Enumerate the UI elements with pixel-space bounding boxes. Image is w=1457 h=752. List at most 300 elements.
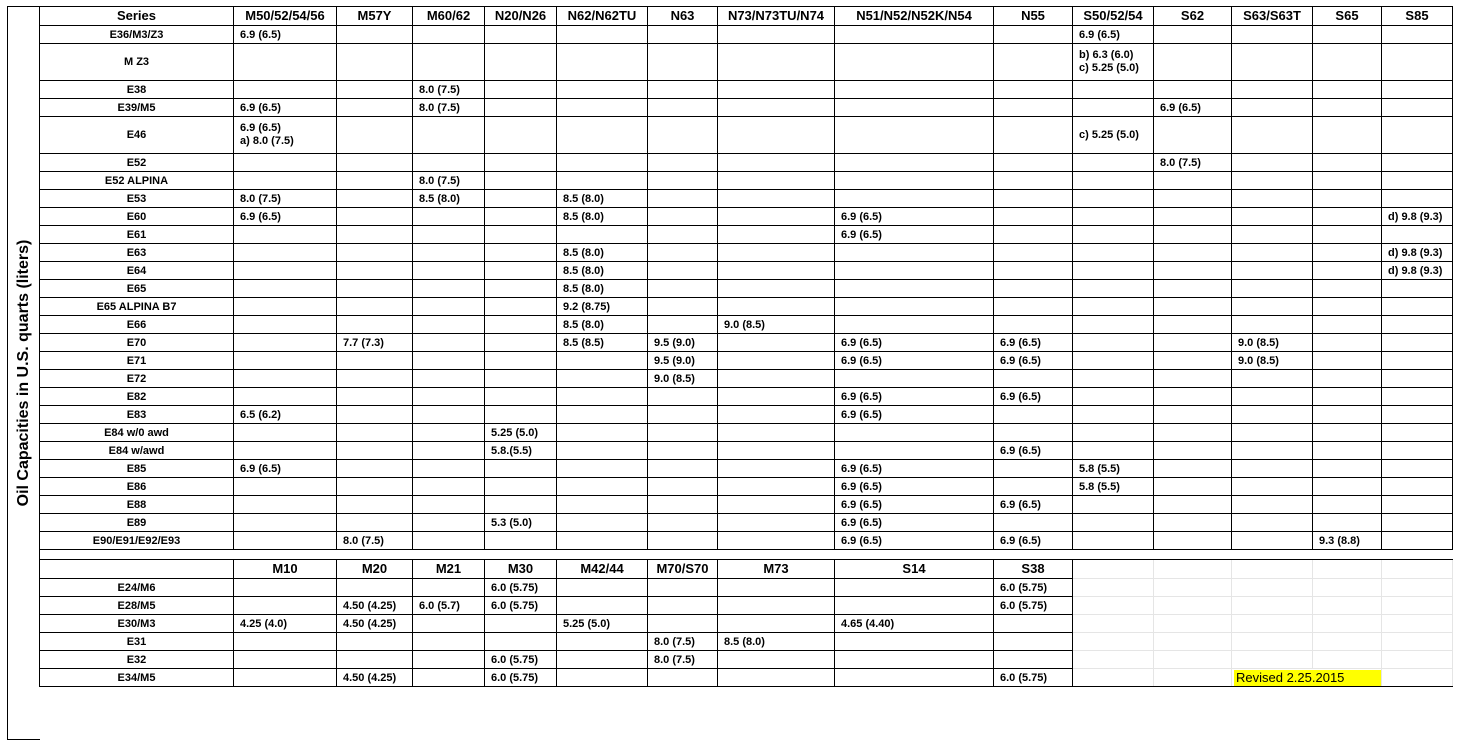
capacity-cell: 6.9 (6.5) (994, 388, 1073, 406)
capacity-cell (413, 615, 485, 633)
column-header: N73/N73TU/N74 (718, 7, 835, 26)
capacity-cell (1313, 298, 1382, 316)
capacity-cell (1154, 388, 1232, 406)
series-cell: E53 (40, 190, 234, 208)
empty-cell (1154, 633, 1232, 651)
capacity-cell (234, 298, 337, 316)
capacity-cell (835, 244, 994, 262)
spacer-cell (648, 550, 718, 560)
capacity-cell: d) 9.8 (9.3) (1382, 244, 1453, 262)
capacity-cell (337, 298, 413, 316)
capacity-cell (1313, 370, 1382, 388)
series-cell: E65 (40, 280, 234, 298)
table-row (40, 478, 1453, 496)
series-cell: E52 ALPINA (40, 172, 234, 190)
spacer-cell (1232, 550, 1313, 560)
capacity-cell (413, 298, 485, 316)
capacity-cell (1154, 370, 1232, 388)
capacity-cell (485, 298, 557, 316)
capacity-cell (648, 579, 718, 597)
capacity-cell (1232, 44, 1313, 81)
capacity-cell: 8.5 (8.0) (557, 208, 648, 226)
capacity-cell (557, 81, 648, 99)
capacity-cell (1313, 44, 1382, 81)
capacity-cell (1232, 424, 1313, 442)
column-header: M21 (413, 560, 485, 579)
series-cell: E61 (40, 226, 234, 244)
capacity-cell: 6.9 (6.5) (1154, 99, 1232, 117)
series-cell: E39/M5 (40, 99, 234, 117)
capacity-cell (718, 597, 835, 615)
capacity-cell (1382, 298, 1453, 316)
table-row (40, 334, 1453, 352)
capacity-cell (1382, 460, 1453, 478)
capacity-cell (413, 460, 485, 478)
empty-cell (1232, 597, 1313, 615)
table-row (40, 154, 1453, 172)
capacity-cell (718, 298, 835, 316)
table-row (40, 244, 1453, 262)
capacity-cell (1313, 154, 1382, 172)
series-cell: E88 (40, 496, 234, 514)
capacity-cell: 6.9 (6.5) (835, 334, 994, 352)
capacity-cell (1313, 208, 1382, 226)
capacity-cell (1232, 99, 1313, 117)
capacity-cell (648, 514, 718, 532)
table-row (40, 651, 1453, 669)
capacity-cell (1073, 81, 1154, 99)
empty-cell (1232, 615, 1313, 633)
capacity-cell: 6.9 (6.5) (234, 208, 337, 226)
series-cell: E72 (40, 370, 234, 388)
capacity-cell: 5.25 (5.0) (557, 615, 648, 633)
capacity-cell (234, 316, 337, 334)
capacity-cell (1154, 316, 1232, 334)
capacity-cell (413, 514, 485, 532)
capacity-cell (1154, 190, 1232, 208)
capacity-cell (648, 208, 718, 226)
capacity-cell: 4.50 (4.25) (337, 615, 413, 633)
empty-cell (1232, 669, 1382, 687)
capacity-cell (337, 579, 413, 597)
table-row (40, 370, 1453, 388)
capacity-cell (557, 442, 648, 460)
spacer-cell (557, 550, 648, 560)
capacity-cell: 8.5 (8.5) (557, 334, 648, 352)
capacity-cell (1313, 26, 1382, 44)
capacity-cell (413, 478, 485, 496)
capacity-cell (485, 615, 557, 633)
capacity-cell: 9.5 (9.0) (648, 334, 718, 352)
capacity-cell (557, 424, 648, 442)
capacity-cell (718, 190, 835, 208)
capacity-cell (234, 370, 337, 388)
capacity-cell: 6.9 (6.5) (835, 208, 994, 226)
capacity-cell (718, 424, 835, 442)
capacity-cell (413, 208, 485, 226)
column-header: M60/62 (413, 7, 485, 26)
capacity-cell (1232, 226, 1313, 244)
capacity-cell: 6.9 (6.5) (994, 496, 1073, 514)
capacity-cell (1382, 280, 1453, 298)
series-cell: E34/M5 (40, 669, 234, 687)
capacity-cell: 6.9 (6.5) (835, 478, 994, 496)
capacity-cell (648, 460, 718, 478)
spacer-row (40, 550, 1453, 560)
series-cell: E66 (40, 316, 234, 334)
capacity-cell (1073, 352, 1154, 370)
capacity-cell (1154, 460, 1232, 478)
capacity-cell (1154, 117, 1232, 154)
capacity-cell (1073, 244, 1154, 262)
capacity-cell: 6.0 (5.7) (413, 597, 485, 615)
capacity-cell (557, 478, 648, 496)
capacity-cell (485, 99, 557, 117)
empty-cell (1154, 597, 1232, 615)
capacity-cell (718, 370, 835, 388)
capacity-cell: 6.9 (6.5) (835, 226, 994, 244)
capacity-cell (648, 190, 718, 208)
capacity-cell (718, 496, 835, 514)
capacity-cell (1382, 370, 1453, 388)
series-cell: E52 (40, 154, 234, 172)
capacity-cell (1313, 496, 1382, 514)
capacity-cell (1313, 388, 1382, 406)
capacity-cell (337, 633, 413, 651)
series-cell: M Z3 (40, 44, 234, 81)
column-header: N62/N62TU (557, 7, 648, 26)
capacity-cell (835, 597, 994, 615)
capacity-cell (557, 226, 648, 244)
capacity-cell (648, 172, 718, 190)
capacity-cell (718, 262, 835, 280)
series-cell: E36/M3/Z3 (40, 26, 234, 44)
capacity-cell (648, 424, 718, 442)
capacity-cell: 8.5 (8.0) (557, 316, 648, 334)
capacity-cell (1232, 26, 1313, 44)
empty-cell (1382, 597, 1453, 615)
capacity-cell: 8.0 (7.5) (648, 651, 718, 669)
capacity-cell (485, 532, 557, 550)
capacity-cell: 6.9 (6.5) (835, 514, 994, 532)
column-header: M10 (234, 560, 337, 579)
spacer-cell (1382, 550, 1453, 560)
capacity-cell (485, 478, 557, 496)
column-header: M30 (485, 560, 557, 579)
capacity-cell (1313, 460, 1382, 478)
spacer-cell (40, 550, 234, 560)
table-row (40, 579, 1453, 597)
capacity-cell: 8.0 (7.5) (337, 532, 413, 550)
capacity-cell (1232, 442, 1313, 460)
capacity-cell (1232, 514, 1313, 532)
table-row (40, 226, 1453, 244)
oil-capacity-table (39, 6, 1453, 687)
capacity-cell (1073, 226, 1154, 244)
empty-cell (1382, 579, 1453, 597)
capacity-cell (994, 514, 1073, 532)
capacity-cell (994, 244, 1073, 262)
capacity-cell (1313, 172, 1382, 190)
capacity-cell (413, 334, 485, 352)
capacity-cell (337, 442, 413, 460)
capacity-cell (1313, 352, 1382, 370)
empty-cell (1313, 615, 1382, 633)
capacity-cell: 6.9 (6.5) (835, 532, 994, 550)
series-cell: E86 (40, 478, 234, 496)
cell-line: a) 8.0 (7.5) (240, 135, 294, 147)
capacity-cell (835, 424, 994, 442)
capacity-cell (234, 633, 337, 651)
capacity-cell: d) 9.8 (9.3) (1382, 208, 1453, 226)
series-cell: E63 (40, 244, 234, 262)
capacity-cell (1154, 514, 1232, 532)
capacity-cell (648, 388, 718, 406)
capacity-cell (234, 514, 337, 532)
capacity-cell (1232, 478, 1313, 496)
capacity-cell (648, 244, 718, 262)
empty-cell (1154, 615, 1232, 633)
column-header: M70/S70 (648, 560, 718, 579)
capacity-cell (1232, 406, 1313, 424)
capacity-cell (1073, 172, 1154, 190)
blank-header-cell (40, 560, 234, 579)
capacity-cell (718, 244, 835, 262)
capacity-cell: 8.0 (7.5) (413, 81, 485, 99)
capacity-cell (1382, 442, 1453, 460)
capacity-cell (994, 280, 1073, 298)
capacity-cell (234, 442, 337, 460)
capacity-cell (648, 669, 718, 687)
capacity-cell (718, 514, 835, 532)
series-cell: E24/M6 (40, 579, 234, 597)
column-header: S65 (1313, 7, 1382, 26)
column-header: N51/N52/N52K/N54 (835, 7, 994, 26)
capacity-cell (1073, 442, 1154, 460)
capacity-cell: 6.0 (5.75) (994, 579, 1073, 597)
capacity-cell: 5.8.(5.5) (485, 442, 557, 460)
capacity-cell (1073, 388, 1154, 406)
capacity-cell (557, 669, 648, 687)
capacity-cell: 8.0 (7.5) (648, 633, 718, 651)
capacity-cell (718, 406, 835, 424)
empty-cell (1313, 597, 1382, 615)
capacity-cell: 9.0 (8.5) (718, 316, 835, 334)
column-header: S85 (1382, 7, 1453, 26)
capacity-cell (718, 532, 835, 550)
capacity-cell (648, 298, 718, 316)
empty-cell (1313, 579, 1382, 597)
capacity-cell (234, 597, 337, 615)
empty-cell (1073, 597, 1154, 615)
capacity-cell: d) 9.8 (9.3) (1382, 262, 1453, 280)
capacity-cell (648, 597, 718, 615)
capacity-cell: 6.9 (6.5) (835, 496, 994, 514)
column-header: S50/52/54 (1073, 7, 1154, 26)
series-cell: E83 (40, 406, 234, 424)
capacity-cell (485, 460, 557, 478)
capacity-cell (994, 44, 1073, 81)
capacity-cell (557, 154, 648, 172)
capacity-cell (234, 669, 337, 687)
capacity-cell (1073, 190, 1154, 208)
capacity-cell (1073, 514, 1154, 532)
capacity-cell (485, 496, 557, 514)
series-cell: E89 (40, 514, 234, 532)
capacity-cell (413, 424, 485, 442)
capacity-cell (835, 280, 994, 298)
capacity-cell (835, 579, 994, 597)
empty-cell (1073, 560, 1154, 579)
capacity-cell (234, 44, 337, 81)
capacity-cell (1313, 244, 1382, 262)
capacity-cell: 8.0 (7.5) (413, 99, 485, 117)
capacity-cell (1313, 190, 1382, 208)
capacity-cell (1073, 370, 1154, 388)
empty-cell (1073, 615, 1154, 633)
capacity-cell: 6.0 (5.75) (485, 669, 557, 687)
capacity-cell (1382, 190, 1453, 208)
capacity-cell (413, 280, 485, 298)
capacity-cell (234, 352, 337, 370)
capacity-cell (337, 99, 413, 117)
capacity-cell (413, 532, 485, 550)
capacity-cell (1232, 172, 1313, 190)
capacity-cell (648, 442, 718, 460)
capacity-cell (413, 316, 485, 334)
capacity-cell (1232, 316, 1313, 334)
capacity-cell: 6.9 (6.5) (994, 334, 1073, 352)
table-row (40, 81, 1453, 99)
capacity-cell (835, 262, 994, 280)
capacity-cell: 6.9 (6.5) (835, 352, 994, 370)
column-header: M42/44 (557, 560, 648, 579)
capacity-cell (413, 352, 485, 370)
capacity-cell (234, 478, 337, 496)
capacity-cell (1232, 532, 1313, 550)
capacity-cell (557, 651, 648, 669)
capacity-cell (994, 406, 1073, 424)
capacity-cell (1313, 424, 1382, 442)
spacer-cell (718, 550, 835, 560)
capacity-cell (337, 280, 413, 298)
empty-cell (1232, 651, 1313, 669)
capacity-cell (1073, 44, 1154, 81)
capacity-cell (718, 226, 835, 244)
capacity-cell (557, 370, 648, 388)
capacity-cell (1154, 334, 1232, 352)
spacer-cell (413, 550, 485, 560)
capacity-cell (1073, 532, 1154, 550)
capacity-cell (1232, 280, 1313, 298)
capacity-cell: 9.3 (8.8) (1313, 532, 1382, 550)
capacity-cell (1313, 280, 1382, 298)
capacity-cell (1232, 370, 1313, 388)
capacity-cell (835, 633, 994, 651)
capacity-cell (485, 370, 557, 388)
capacity-cell: 8.0 (7.5) (413, 172, 485, 190)
capacity-cell (337, 388, 413, 406)
column-header: S14 (835, 560, 994, 579)
table-row (40, 352, 1453, 370)
empty-cell (1154, 669, 1232, 687)
capacity-cell (413, 44, 485, 81)
capacity-cell (234, 496, 337, 514)
spacer-cell (994, 550, 1073, 560)
capacity-cell (718, 26, 835, 44)
series-cell: E85 (40, 460, 234, 478)
capacity-cell (337, 172, 413, 190)
capacity-cell: 4.25 (4.0) (234, 615, 337, 633)
capacity-cell (1232, 208, 1313, 226)
empty-cell (1232, 579, 1313, 597)
capacity-cell (1313, 334, 1382, 352)
capacity-cell (1073, 334, 1154, 352)
capacity-cell (485, 388, 557, 406)
capacity-cell (234, 172, 337, 190)
capacity-cell (648, 44, 718, 81)
empty-cell (1382, 560, 1453, 579)
capacity-cell (557, 496, 648, 514)
table-row (40, 532, 1453, 550)
table-row (40, 406, 1453, 424)
capacity-cell: 5.3 (5.0) (485, 514, 557, 532)
capacity-cell: 5.8 (5.5) (1073, 478, 1154, 496)
capacity-cell (337, 352, 413, 370)
empty-cell (1313, 651, 1382, 669)
capacity-cell (648, 226, 718, 244)
capacity-cell (337, 44, 413, 81)
column-header: N63 (648, 7, 718, 26)
capacity-cell (485, 81, 557, 99)
series-cell: E70 (40, 334, 234, 352)
capacity-cell (1382, 316, 1453, 334)
capacity-cell: 6.0 (5.75) (994, 597, 1073, 615)
capacity-cell (337, 316, 413, 334)
capacity-cell: 4.65 (4.40) (835, 615, 994, 633)
table-row (40, 316, 1453, 334)
table-row (40, 298, 1453, 316)
capacity-cell (1382, 388, 1453, 406)
capacity-cell (718, 460, 835, 478)
table-row (40, 99, 1453, 117)
series-cell: E28/M5 (40, 597, 234, 615)
capacity-cell (234, 424, 337, 442)
column-header: S38 (994, 560, 1073, 579)
capacity-cell (413, 26, 485, 44)
capacity-cell (1154, 44, 1232, 81)
series-cell: E31 (40, 633, 234, 651)
capacity-cell (485, 316, 557, 334)
capacity-cell: 6.9 (6.5) (835, 406, 994, 424)
capacity-cell (1382, 172, 1453, 190)
capacity-cell (994, 615, 1073, 633)
capacity-cell (994, 208, 1073, 226)
capacity-cell: 6.0 (5.75) (485, 579, 557, 597)
capacity-cell (337, 26, 413, 44)
capacity-cell (1154, 442, 1232, 460)
capacity-cell (1073, 298, 1154, 316)
series-cell: E84 w/awd (40, 442, 234, 460)
capacity-cell (835, 44, 994, 81)
table-row (40, 633, 1453, 651)
capacity-cell (234, 280, 337, 298)
capacity-cell (413, 496, 485, 514)
table-row (40, 460, 1453, 478)
capacity-cell (835, 190, 994, 208)
capacity-cell: 9.0 (8.5) (648, 370, 718, 388)
capacity-cell (718, 651, 835, 669)
